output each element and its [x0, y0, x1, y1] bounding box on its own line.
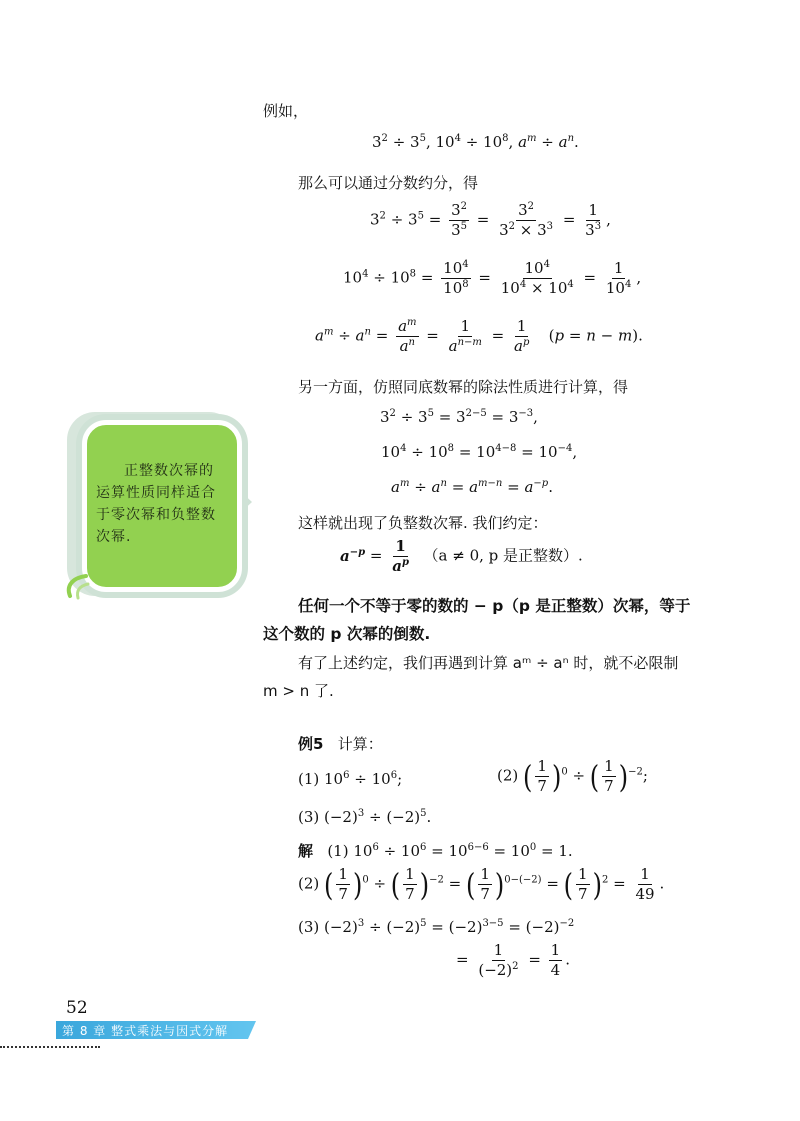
problem-2: (2) ( $\frac{1}{7}$ )$^0$ ÷ ( $\frac{1}{7}$ )$^{-2}$; — [497, 757, 648, 795]
definition-equation: $a^{-p}$ = $\frac{1}{a^p}$ （a ≠ 0, p 是正整数）. — [340, 537, 583, 575]
equation-fraction-1: $3^2 \div 3^5$ = $\frac{3^2}{3^5}$ = $\frac{3^2}{3^2 \times 3^3}$ = $\frac{1}{3^3}$ , — [370, 201, 611, 239]
paragraph-line-2: m > n 了. — [263, 682, 334, 700]
equation-fraction-3: $a^m \div a^n$ = $\frac{a^m}{a^n}$ = $\frac{1}{a^{n-m}}$ = $\frac{1}{a^p}$ (p = n − m). — [315, 317, 643, 355]
paragraph-line-1: 有了上述约定，我们再遇到计算 aᵐ ÷ aⁿ 时，就不必限制 — [298, 654, 679, 672]
example-label: 例5 — [298, 735, 324, 753]
solution-label: 解 — [298, 842, 314, 860]
example-task: 计算： — [337, 735, 383, 753]
equation-power-3: $a^m \div a^n = a^{m-n} = a^{-p}$. — [391, 478, 553, 496]
equation-power-2: $10^4 \div 10^8 = 10^{4-8} = 10^{-4}$, — [381, 443, 578, 461]
rule-line-2: 这个数的 p 次幂的倒数. — [263, 625, 431, 643]
example-heading — [298, 733, 383, 754]
problem-1: (1) $10^6 \div 10^6$; — [298, 770, 403, 788]
chapter-title: 第 8 章 整式乘法与因式分解 — [62, 1024, 229, 1038]
solution-2: (2) ( $\frac{1}{7}$ )$^0$ ÷ ( $\frac{1}{7}$ )$^{-2}$ = ( $\frac{1}{7}$ )$^{0-(-2)}$ = ( $\frac{1}{7}$ )$^2$ = $\frac{1}{49}$ . — [298, 865, 665, 903]
equation-power-1: $3^2 \div 3^5 = 3^{2-5} = 3^{-3}$, — [380, 408, 538, 426]
problem-3: (3) $(-2)^3 \div (-2)^5$. — [298, 808, 432, 826]
footer-dotted-rule — [0, 1046, 100, 1048]
rule-line-1: 任何一个不等于零的数的 − p（p 是正整数）次幂，等于 — [298, 597, 691, 615]
examples-expression: $3^2 \div 3^5$, $10^4 \div 10^8$, $a^m \div a^n$. — [372, 133, 579, 151]
solution-3-line-1: (3) $(-2)^3 \div (-2)^5 = (-2)^{3-5} = (-2)^{-2}$ — [298, 918, 575, 936]
other-method-line: 另一方面，仿照同底数幂的除法性质进行计算，得 — [298, 378, 629, 396]
intro-text: 例如， — [263, 102, 309, 120]
solution-3-line-2: = $\frac{1}{(-2)^2}$ = $\frac{1}{4}$ . — [456, 941, 570, 979]
swirl-decoration-icon — [62, 572, 92, 602]
definition-note: （a ≠ 0, p 是正整数）. — [423, 546, 583, 565]
callout-text: 正整数次幂的运算性质同样适合于零次幂和负整数次幂. — [96, 463, 216, 545]
derive-line: 那么可以通过分数约分，得 — [298, 174, 479, 192]
equation-fraction-2: $10^4 \div 10^8$ = $\frac{10^4}{10^8}$ = $\frac{10^4}{10^4 \times 10^4}$ = $\frac{1}{10^4}$ , — [343, 259, 642, 297]
negative-exponent-line: 这样就出现了负整数次幂. 我们约定： — [298, 514, 548, 532]
solution-1: 解 (1) $10^6 \div 10^6 = 10^{6-6} = 10^0 = 1$. — [298, 842, 573, 860]
page-number: 52 — [66, 998, 88, 1018]
